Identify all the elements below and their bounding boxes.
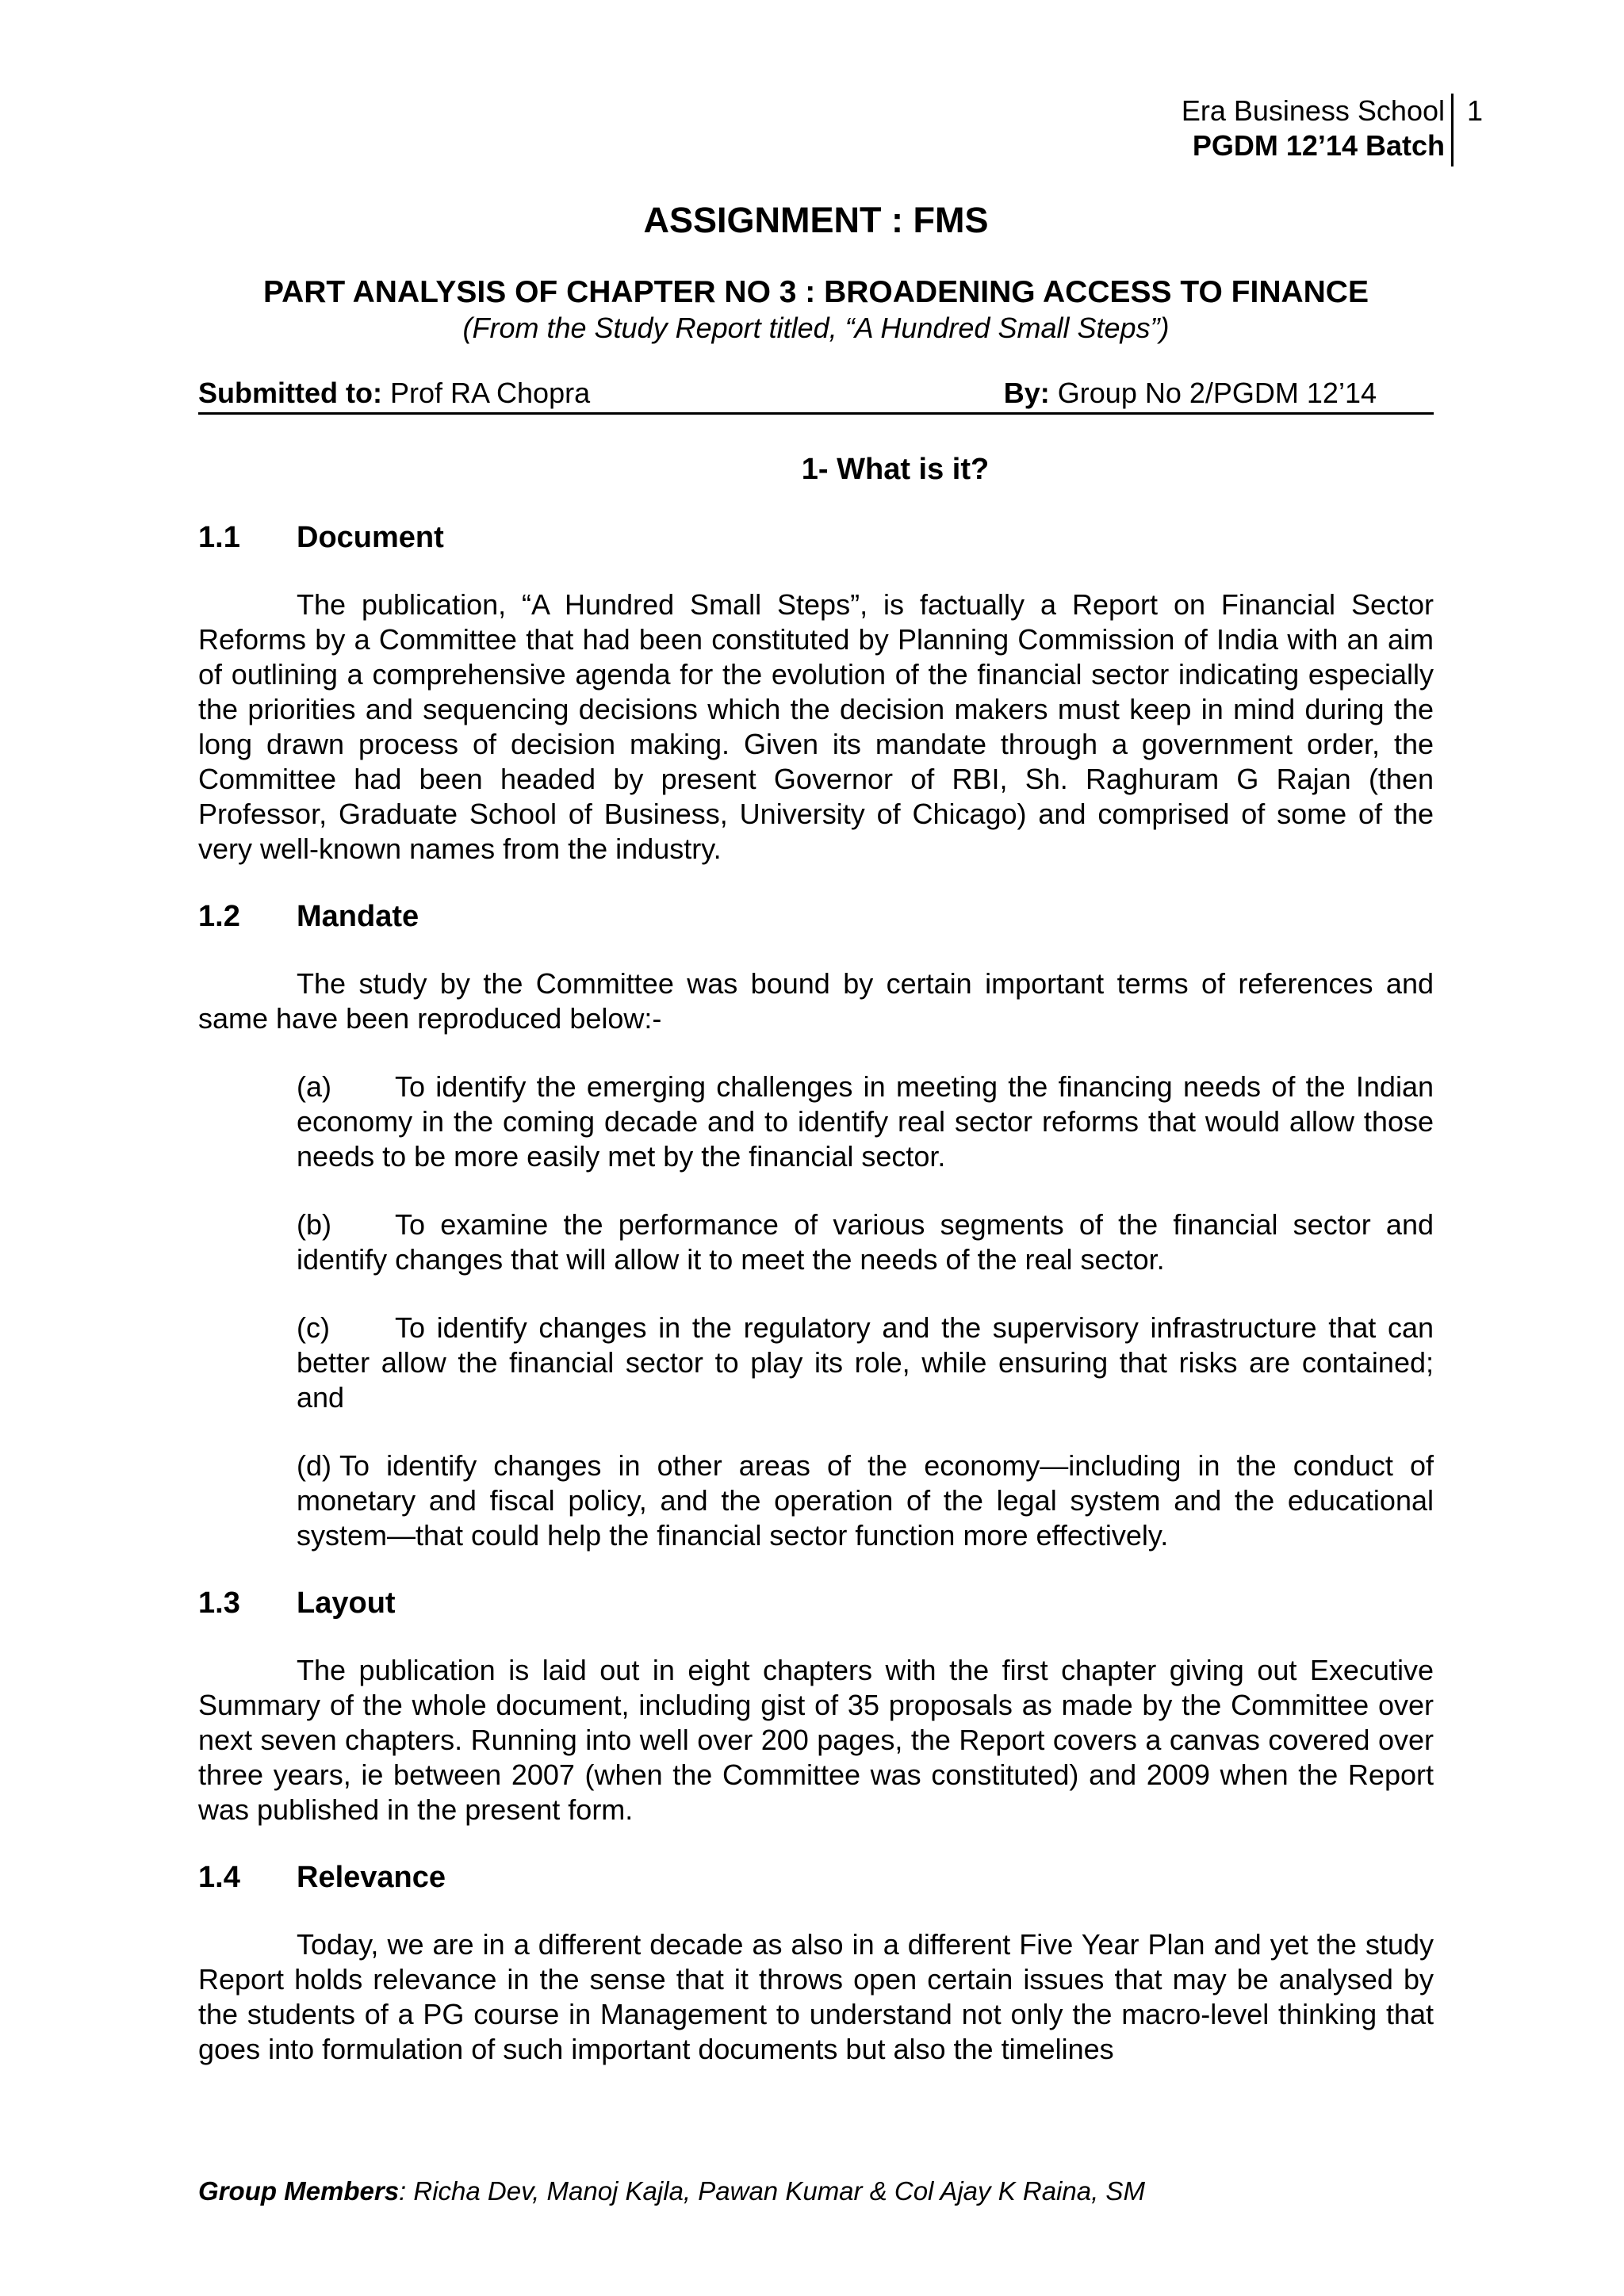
- section-title: Document: [297, 521, 444, 554]
- list-item: [297, 1070, 1434, 1174]
- section-heading: [198, 1585, 1434, 1621]
- list-item-text: To identify changes in other areas of the economy—including in the conduct of monetary and fiscal policy, and the operation of the legal system and the educational system—that could help the financial sector function more effectively.: [297, 1449, 1434, 1552]
- page-footer: [198, 2175, 1145, 2207]
- list-item: [297, 1207, 1434, 1277]
- list-item: [297, 1311, 1434, 1415]
- footer-label: Group Members: [198, 2176, 400, 2206]
- section-title: Layout: [297, 1586, 396, 1620]
- header-org: Era Business School: [1181, 94, 1445, 127]
- section-title: Mandate: [297, 900, 419, 933]
- section-number: 1.1: [198, 521, 240, 554]
- document-subtitle: PART ANALYSIS OF CHAPTER NO 3 : BROADENING ACCESS TO FINANCE: [262, 275, 1369, 309]
- section-title: Relevance: [297, 1861, 446, 1894]
- document-title: ASSIGNMENT : FMS: [643, 200, 989, 240]
- list-item: [297, 1448, 1434, 1553]
- section-number: 1.2: [198, 900, 240, 933]
- section-heading: [198, 519, 1434, 556]
- list-item-marker: (d): [297, 1449, 331, 1482]
- list-item-text: To identify the emerging challenges in meeting the financing needs of the Indian economy in the coming decade and to identify real sector reforms that would allow those needs to be more easily met by the financial sector.: [297, 1070, 1434, 1173]
- submitted-by-value: Group No 2/PGDM 12’14: [1049, 377, 1377, 409]
- document-source-note: (From the Study Report titled, “A Hundred Small Steps”): [462, 312, 1170, 344]
- list-item-text: To examine the performance of various segments of the financial sector and identify changes that will allow it to meet the needs of the real sector.: [297, 1208, 1434, 1276]
- chapter-heading: 1- What is it?: [801, 453, 990, 486]
- section-heading: [198, 898, 1434, 935]
- paragraph: The study by the Committee was bound by certain important terms of references and same have been reproduced below:-: [198, 967, 1434, 1035]
- paragraph: The publication, “A Hundred Small Steps”, is factually a Report on Financial Sector Reforms by a Committee that had been constituted by Planning Commission of India with an aim of outlining a comprehensive agenda for the evolution of the financial sector indicating especially the priorities and sequencing decisions which the decision makers must keep in mind during the long drawn process of decision making. Given its mandate through a government order, the Committee had been headed by present Governor of RBI, Sh. Raghuram G Rajan (then Professor, Graduate School of Business, University of Chicago) and comprised of some of the very well-known names from the industry.: [198, 588, 1434, 865]
- submitted-by: [1004, 376, 1434, 411]
- footer-text: : Richa Dev, Manoj Kajla, Pawan Kumar & Col Ajay K Raina, SM: [399, 2176, 1145, 2206]
- list-item-marker: (b): [297, 1208, 331, 1241]
- list-item-text: To identify changes in the regulatory and the supervisory infrastructure that can better allow the financial sector to play its role, while ensuring that risks are contained; and: [297, 1311, 1434, 1414]
- submission-row: [198, 376, 1434, 415]
- header-divider: [1451, 94, 1454, 166]
- page-header: [1182, 94, 1445, 163]
- section-number: 1.4: [198, 1861, 240, 1894]
- page-number: 1: [1467, 94, 1484, 127]
- submitted-by-label: By:: [1003, 377, 1050, 409]
- submitted-to-value: Prof RA Chopra: [381, 377, 591, 409]
- paragraph: The publication is laid out in eight chapters with the first chapter giving out Executive Summary of the whole document, including gist of 35 proposals as made by the Committee over next seven chapters. Running into well over 200 pages, the Report covers a canvas covered over three years, ie between 2007 (when the Committee was constituted) and 2009 when the Report was published in the present form.: [198, 1654, 1434, 1826]
- paragraph: Today, we are in a different decade as also in a different Five Year Plan and yet the study Report holds relevance in the sense that it throws open certain issues that may be analysed by the students of a PG course in Management to understand not only the macro-level thinking that goes into formulation of such important documents but also the timelines: [198, 1928, 1434, 2065]
- list-item-marker: (c): [297, 1311, 330, 1344]
- list-item-marker: (a): [297, 1070, 331, 1103]
- submitted-to: [198, 376, 590, 411]
- document-body: [198, 198, 1434, 2067]
- section-heading: [198, 1859, 1434, 1896]
- submitted-to-label: Submitted to:: [198, 377, 382, 409]
- section-number: 1.3: [198, 1586, 240, 1620]
- header-batch: PGDM 12’14 Batch: [1192, 129, 1445, 162]
